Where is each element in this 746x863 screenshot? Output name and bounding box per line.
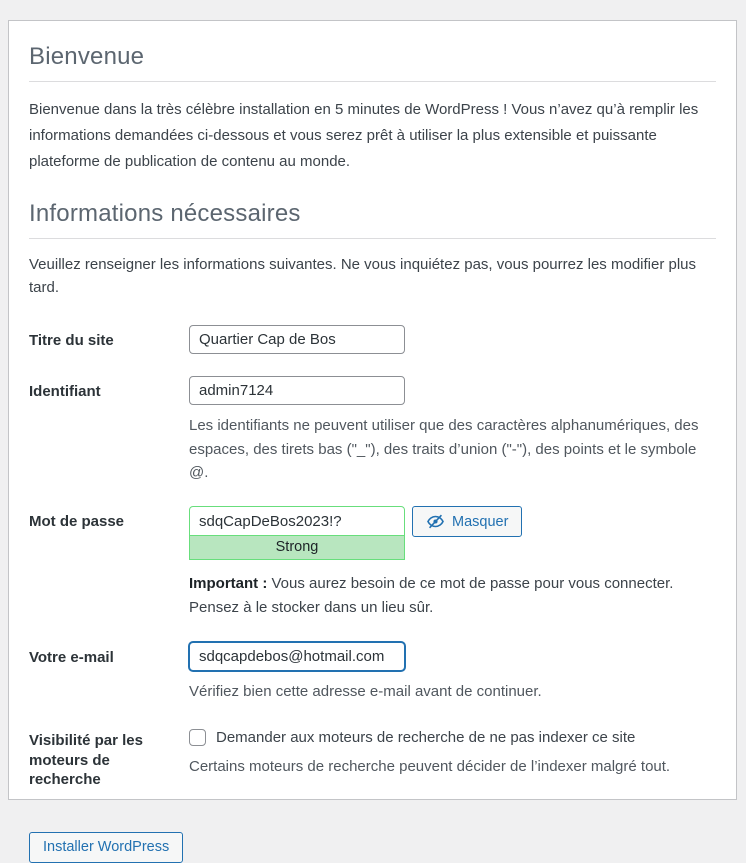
password-input[interactable] bbox=[189, 506, 405, 536]
email-input[interactable] bbox=[189, 642, 405, 671]
email-field-cell bbox=[189, 642, 716, 703]
visibility-help: Certains moteurs de recherche peuvent décider de l’indexer malgré tout. bbox=[189, 758, 671, 776]
hide-password-button[interactable] bbox=[412, 506, 522, 537]
username-label: Identifiant bbox=[29, 383, 101, 401]
site-title-field-cell bbox=[189, 325, 716, 354]
visibility-label: Visibilité par les moteurs de recherche bbox=[29, 732, 143, 789]
setup-form bbox=[29, 325, 716, 790]
search-indexing-label[interactable]: Demander aux moteurs de recherche de ne pas indexer ce site bbox=[216, 729, 636, 747]
email-help: Vérifiez bien cette adresse e-mail avant de continuer. bbox=[189, 683, 542, 701]
required-info-heading: Informations nécessaires bbox=[29, 200, 716, 239]
search-indexing-checkbox[interactable] bbox=[189, 729, 206, 746]
important-text: Vous aurez besoin de ce mot de passe pour vous connecter. Pensez à le stocker dans un lieu sûr. bbox=[189, 575, 674, 617]
install-panel bbox=[8, 20, 737, 856]
visibility-field-cell bbox=[189, 725, 716, 790]
important-label: Important : bbox=[189, 575, 268, 593]
site-title-label: Titre du site bbox=[29, 332, 114, 350]
password-important-note bbox=[189, 572, 716, 620]
password-label: Mot de passe bbox=[29, 513, 125, 531]
install-wordpress-button[interactable]: Installer WordPress bbox=[29, 832, 183, 863]
submit-row bbox=[29, 832, 716, 863]
username-help: Les identifiants ne peuvent utiliser que des caractères alphanumériques, des espaces, des tirets bas ("_"), des traits d’union ("-"), des points et le symbole @. bbox=[189, 417, 699, 481]
username-input[interactable] bbox=[189, 376, 405, 405]
hide-password-label: Masquer bbox=[452, 513, 509, 530]
username-field-cell bbox=[189, 376, 716, 484]
email-label: Votre e-mail bbox=[29, 649, 114, 667]
hidden-eye-icon bbox=[426, 512, 445, 531]
welcome-paragraph: Bienvenue dans la très célèbre installation en 5 minutes de WordPress ! Vous n’avez qu’à remplir les informations demandées ci-dessous et vous serez prêt à utiliser la plus extensible et puissante plateforme de publication de contenu au monde. bbox=[29, 101, 699, 170]
required-info-paragraph: Veuillez renseigner les informations suivantes. Ne vous inquiétez pas, vous pourrez les modifier plus tard. bbox=[29, 256, 697, 296]
welcome-heading: Bienvenue bbox=[29, 43, 716, 82]
password-field-cell bbox=[189, 506, 716, 620]
site-title-input[interactable] bbox=[189, 325, 405, 354]
password-strength-meter: Strong bbox=[189, 536, 405, 560]
